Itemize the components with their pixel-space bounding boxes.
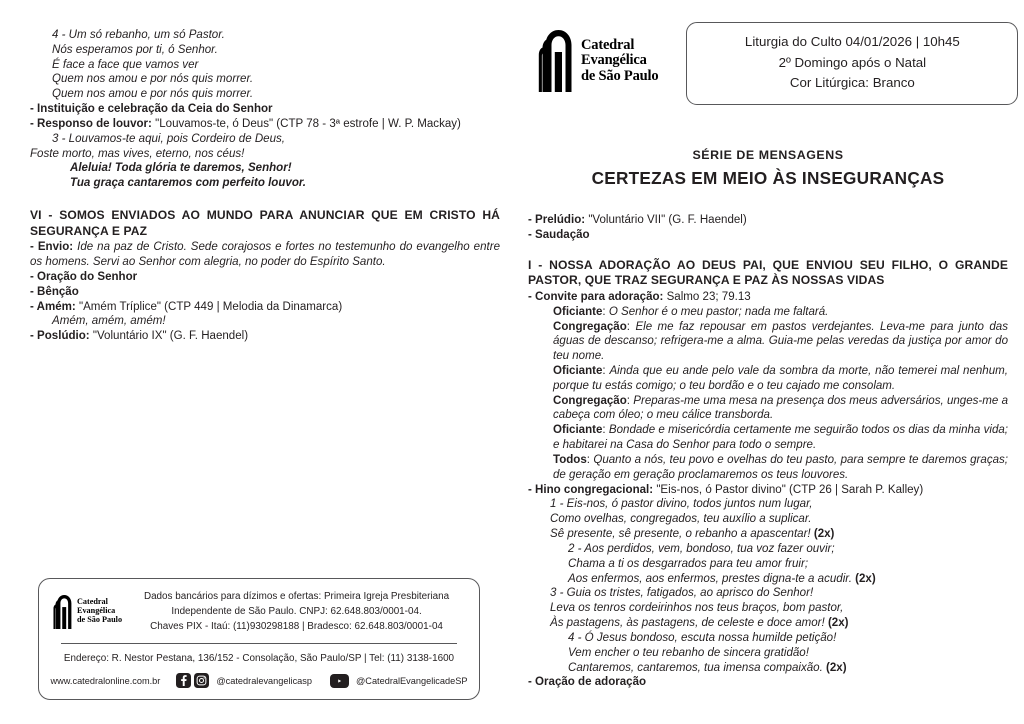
item-lords-supper [30,102,500,117]
verse-text: Chama a ti os desgarrados para teu amor fruir; [568,557,809,570]
verse-text: 3 - Guia os tristes, fatigados, ao aprisco do Senhor! [550,587,814,600]
responsive-separator: : [626,320,631,333]
item-label: - Poslúdio: [30,330,90,343]
liturgical-color: Cor Litúrgica: Branco [789,75,915,91]
series-title: CERTEZAS EM MEIO ÀS INSEGURANÇAS [591,168,945,188]
verse-text: 4 - Ó Jesus bondoso, escuta nossa humilde petição! [568,631,837,644]
item-lords-prayer [30,270,500,285]
item-label: - Hino congregacional: [528,483,654,496]
spacer [528,189,1008,213]
bank-details [126,589,467,634]
footer-divider [61,643,457,644]
responsive-line [528,320,1008,364]
footer-brand-line-1: Catedral [77,597,108,607]
item-sending [30,240,500,270]
footer-brand-line-3: de São Paulo [77,614,123,624]
left-column [30,28,500,344]
footer-church-logo [53,595,122,629]
item-postlude [30,329,500,344]
cathedral-arch-logo-icon [538,30,578,92]
responsive-speaker: Todos [553,453,587,466]
church-name [581,38,658,84]
verse-line [528,572,1008,587]
amen-verse-line: Amém, amém, amém! [52,315,166,328]
cathedral-arch-logo-icon [53,595,75,629]
praise-response-verses [30,132,500,191]
service-info-box [686,22,1018,105]
item-prelude [528,213,1008,228]
responsive-separator: : [602,305,606,318]
responsive-separator: : [602,364,606,377]
item-label: - Responso de louvor: [30,117,152,130]
bank-line-2: Independente de São Paulo. CNPJ: 62.648.803/0001-04. [171,606,422,618]
series-label: SÉRIE DE MENSAGENS [692,148,844,162]
verse-repeat: (2x) [855,572,876,585]
verse-line [528,661,1008,676]
verse-line: Nós esperamos por ti, ó Senhor. [52,43,218,56]
verse-line [528,601,1008,616]
church-address: Endereço: R. Nestor Pestana, 136/152 - Consolação, São Paulo/SP | Tel: (11) 3138-1600 [63,653,455,665]
verse-line: Quem nos amou e por nós quis morrer. [52,88,254,101]
responsive-speaker: Congregação [553,394,627,407]
verse-line: Quem nos amou e por nós quis morrer. [52,73,254,86]
verse-text: 1 - Eis-nos, ó pastor divino, todos juntos num lugar, [550,498,813,511]
item-praise-response [30,117,500,132]
item-value: "Amém Tríplice" (CTP 449 | Melodia da Dinamarca) [78,300,343,313]
facebook-icon[interactable] [176,673,191,688]
bank-info-row [39,589,479,634]
church-logo [538,30,658,92]
verse-line: Tua graça cantaremos com perfeito louvor. [70,177,306,190]
verse-line [528,586,1008,601]
verse-repeat: (2x) [827,617,849,630]
section-heading-vi: VI - SOMOS ENVIADOS AO MUNDO PARA ANUNCIAR QUE EM CRISTO HÁ SEGURANÇA E PAZ [30,208,500,238]
website-link[interactable]: www.catedralonline.com.br [50,675,161,686]
item-label: - Convite para adoração: [528,290,664,303]
verse-line [528,646,1008,661]
verse-text: Cantaremos, cantaremos, tua imensa compaixão. [568,661,823,674]
responsive-text: Ainda que eu ande pelo vale da sombra da morte, não temerei mal nenhum, porque tu estás comigo; o teu bordão e o teu cajado me consolam. [553,364,1008,392]
verse-line [528,631,1008,646]
responsive-line [528,453,1008,483]
item-label: - Saudação [528,228,590,241]
responsive-speaker: Oficiante [553,305,603,318]
item-value: Salmo 23; 79.13 [666,290,751,303]
item-value: "Voluntário IX" (G. F. Haendel) [92,330,249,343]
verse-text: Vem encher o teu rebanho de sincera gratidão! [568,646,809,659]
item-congregational-hymn [528,483,1008,498]
item-amen [30,300,500,315]
responsive-separator: : [626,394,631,407]
verse-line [528,512,1008,527]
responsive-text: O Senhor é o meu pastor; nada me faltará. [608,305,829,318]
brand-line-2: Evangélica [581,52,647,69]
responsive-line [528,305,1008,320]
verse-line: Aleluia! Toda glória te daremos, Senhor! [70,162,292,175]
bank-line-1: Dados bancários para dízimos e ofertas: Primeira Igreja Presbiteriana [143,591,450,602]
verse-text: 2 - Aos perdidos, vem, bondoso, tua voz fazer ouvir; [568,542,835,555]
closing-hymn-verse-4 [30,28,500,102]
responsive-separator: : [586,453,590,466]
verse-repeat: (2x) [813,528,835,541]
verse-repeat: (2x) [826,661,847,674]
responsive-line [528,364,1008,394]
responsive-separator: : [602,424,606,437]
verse-line [528,542,1008,557]
verse-line: Foste morto, mas vives, eterno, nos céus! [30,147,245,160]
verse-text: Às pastagens, às pastagens, de celeste e doce amor! [550,617,825,630]
item-label: - Envio: [30,241,74,254]
verse-line [528,616,1008,631]
responsive-speaker: Oficiante [553,424,603,437]
brand-line-3: de São Paulo [581,67,659,84]
item-blessing [30,285,500,300]
item-value: "Louvamos-te, ó Deus" (CTP 78 - 3ª estrofe | W. P. Mackay) [155,117,461,130]
item-label: - Oração do Senhor [30,270,138,283]
footer-church-name [77,598,122,625]
item-label: - Bênção [30,285,79,298]
verse-text: Leva os tenros cordeirinhos nos teus braços, bom pastor, [550,602,844,615]
verse-line: 3 - Louvamos-te aqui, pois Cordeiro de Deus, [52,132,285,145]
responsive-reading [528,305,1008,483]
item-adoration-prayer [528,675,1008,690]
verse-text: Aos enfermos, aos enfermos, prestes digna-te a acudir. [568,572,852,585]
item-call-to-worship [528,290,1008,305]
footer-brand-line-2: Evangélica [77,606,116,616]
spacer [528,243,1008,258]
service-sunday: 2º Domingo após o Natal [778,54,927,70]
verse-text: Sê presente, sê presente, o rebanho a apascentar! [550,528,811,541]
brand-line-1: Catedral [581,36,635,53]
right-column [528,22,1008,690]
item-label: - Prelúdio: [528,214,586,226]
section-heading-i: I - NOSSA ADORAÇÃO AO DEUS PAI, QUE ENVIOU SEU FILHO, O GRANDE PASTOR, QUE TRAZ SEGURANÇA E PAZ ÀS NOSSAS VIDAS [528,257,1008,288]
responsive-text: Quanto a nós, teu povo e ovelhas do teu pasto, para sempre te daremos graças; de geração em geração proclamaremos os teus louvores. [553,453,1009,481]
verse-line: 4 - Um só rebanho, um só Pastor. [52,29,225,41]
responsive-text: Ele me faz repousar em pastos verdejantes. Leva-me para junto das águas de descanso; refrigera-me a alma. Guia-me pelas veredas da justiça por amor do teu nome. [553,320,1008,363]
social-links-row [39,673,479,688]
item-greeting [528,228,1008,243]
responsive-speaker: Congregação [553,320,627,333]
item-label: - Amém: [30,300,76,313]
masthead [528,22,1008,110]
verse-text: Como ovelhas, congregados, teu auxílio a suplicar. [550,513,812,526]
item-label: - Instituição e celebração da Ceia do Senhor [30,103,273,116]
youtube-handle[interactable]: @CatedralEvangelicadeSP [355,675,468,686]
responsive-text: Bondade e misericórdia certamente me seguirão todos os dias da minha vida; e habitarei na Casa do Senhor para todo o sempre. [553,424,1008,452]
responsive-speaker: Oficiante [553,364,603,377]
item-value: "Eis-nos, ó Pastor divino" (CTP 26 | Sarah P. Kalley) [656,483,924,496]
responsive-line [528,394,1008,424]
verse-line [528,557,1008,572]
bank-line-3: Chaves PIX - Itaú: (11)930298188 | Bradesco: 62.648.803/0001-04 [150,621,443,633]
item-label: - Oração de adoração [528,676,647,689]
social-handle[interactable]: @catedralevangelicasp [216,675,312,686]
congregational-hymn-verses [528,497,1008,675]
church-contact-card [38,578,480,700]
item-value: Ide na paz de Cristo. Sede corajosos e fortes no testemunho do evangelho entre os homens. Servi ao Senhor com alegria, no poder do Espírito Santo. [30,241,500,269]
service-date-time: Liturgia do Culto 04/01/2026 | 10h45 [744,34,960,49]
responsive-line [528,423,1008,453]
item-value: "Voluntário VII" (G. F. Haendel) [588,214,747,226]
verse-line: É face a face que vamos ver [52,58,199,71]
verse-line [528,497,1008,512]
message-series [528,148,1008,189]
verse-line [528,527,1008,542]
instagram-icon[interactable] [194,673,209,688]
youtube-icon[interactable] [330,674,349,688]
responsive-text: Preparas-me uma mesa na presença dos meus adversários, unges-me a cabeça com óleo; o meu cálice transborda. [553,394,1008,422]
